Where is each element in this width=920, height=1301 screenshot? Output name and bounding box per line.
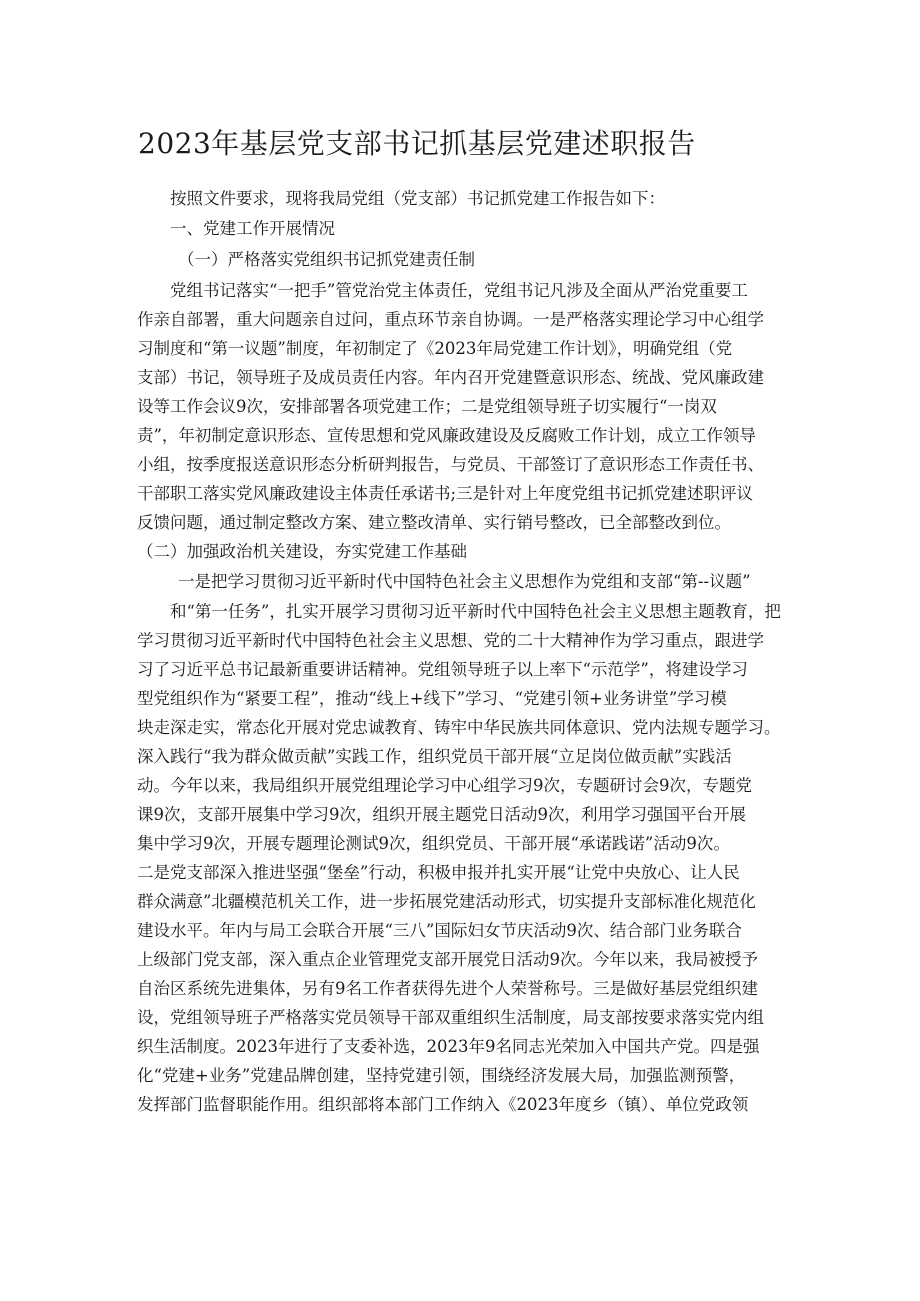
paragraph-line: 上级部门党支部，深入重点企业管理党支部开展党日活动9次。今年以来，我局被授予	[137, 950, 758, 969]
paragraph-line: 型党组织作为“紧要工程”，推动“线上+线下”学习、“党建引领+业务讲堂”学习模	[137, 689, 727, 708]
paragraph-line: 反馈问题，通过制定整改方案、建立整改清单、实行销号整改，已全部整改到位。	[137, 513, 731, 532]
paragraph-line: 课9次，支部开展集中学习9次，组织开展主题党日活动9次，利用学习强国平台开展	[137, 805, 746, 824]
subsection-heading-2: 一是把学习贯彻习近平新时代中国特色社会主义思想作为党组和支部“第--议题”	[178, 572, 751, 591]
paragraph-line: （二）加强政治机关建设，夯实党建工作基础	[137, 542, 467, 561]
section-heading-1: 一、党建工作开展情况	[170, 219, 335, 238]
paragraph-line: 干部职工落实党风廉政建设主体责任承诺书;三是针对上年度党组书记抓党建述职评议	[137, 484, 754, 503]
paragraph-line: 化“党建+业务”党建品牌创建，坚持党建引领，围绕经济发展大局，加强监测预警，	[137, 1066, 746, 1085]
paragraph-line: 责”，年初制定意识形态、宣传思想和党风廉政建设及反腐败工作计划，成立工作领导	[137, 426, 756, 445]
paragraph-line: 深入践行“我为群众做贡献”实践工作，组织党员干部开展“立足岗位做贡献”实践活	[137, 747, 732, 766]
paragraph-line: 和“第一任务”，扎实开展学习贯彻习近平新时代中国特色社会主义思想主题教育，把	[170, 602, 781, 621]
paragraph-line: 习了习近平总书记最新重要讲话精神。党组领导班子以上率下“示范学”，将建设学习	[137, 660, 748, 679]
paragraph-line: 小组，按季度报送意识形态分析研判报告，与党员、干部签订了意识形态工作责任书、	[137, 455, 764, 474]
paragraph-line: 设，党组领导班子严格落实党员领导干部双重组织生活制度，局支部按要求落实党内组	[137, 1008, 764, 1027]
paragraph-line: 建设水平。年内与局工会联合开展“三八”国际妇女节庆活动9次、结合部门业务联合	[137, 921, 742, 940]
paragraph-line: 作亲自部署，重大问题亲自过问，重点环节亲自协调。一是严格落实理论学习中心组学	[137, 310, 764, 329]
paragraph-line: 习制度和“第一议题”制度，年初制定了《2023年局党建工作计划》，明确党组（党	[137, 339, 733, 358]
paragraph-line: 支部）书记，领导班子及成员责任内容。年内召开党建暨意识形态、统战、党风廉政建	[137, 368, 764, 387]
paragraph-line: 动。今年以来，我局组织开展党组理论学习中心组学习9次，专题研讨会9次，专题党	[137, 776, 752, 795]
paragraph-line: 二是党支部深入推进坚强“堡垒”行动，积极申报并扎实开展“让党中央放心、让人民	[137, 863, 740, 882]
paragraph-line: 学习贯彻习近平新时代中国特色社会主义思想、党的二十大精神作为学习重点，跟进学	[137, 631, 764, 650]
paragraph-line: 织生活制度。2023年进行了支委补选，2023年9名同志光荣加入中国共产党。四是强	[137, 1037, 760, 1056]
paragraph-line: 集中学习9次，开展专题理论测试9次，组织党员、干部开展“承诺践诺”活动9次。	[137, 834, 730, 853]
paragraph-line: 设等工作会议9次，安排部署各项党建工作；二是党组领导班子切实履行“一岗双	[137, 397, 717, 416]
paragraph-line: 发挥部门监督职能作用。组织部将本部门工作纳入《2023年度乡（镇）、单位党政领	[137, 1095, 749, 1114]
paragraph-intro: 按照文件要求，现将我局党组（党支部）书记抓党建工作报告如下：	[170, 189, 665, 208]
document-title: 2023年基层党支部书记抓基层党建述职报告	[138, 127, 696, 160]
paragraph-line: 块走深走实，常态化开展对党忠诚教育、铸牢中华民族共同体意识、党内法规专题学习。	[137, 718, 781, 737]
paragraph-line: 党组书记落实“一把手”管党治党主体责任，党组书记凡涉及全面从严治党重要工	[170, 281, 748, 300]
paragraph-line: 自治区系统先进集体，另有9名工作者获得先进个人荣誉称号。三是做好基层党组织建	[137, 979, 758, 998]
paragraph-line: 群众满意”北疆模范机关工作，进一步拓展党建活动形式，切实提升支部标准化规范化	[137, 892, 756, 911]
subsection-heading-1: （一）严格落实党组织书记抓党建责任制	[178, 250, 475, 269]
